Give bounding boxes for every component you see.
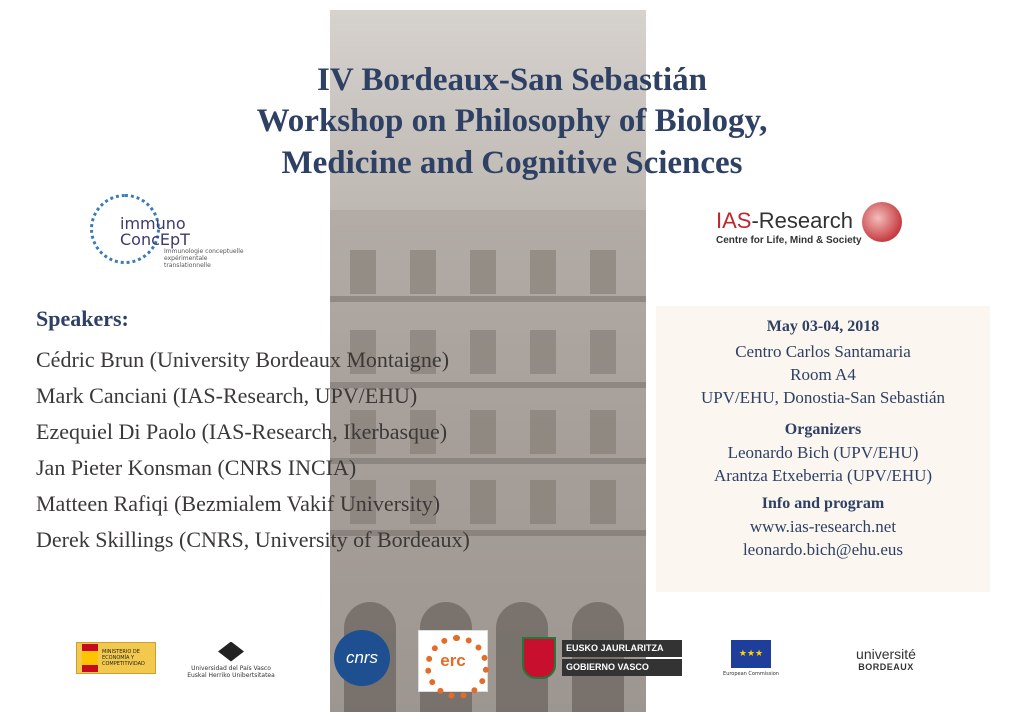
- upv-text: Universidad del País Vasco Euskal Herriko Unibertsitatea: [187, 664, 275, 679]
- poster-title: [0, 60, 1024, 184]
- ub-line-2: BORDEAUX: [858, 662, 914, 672]
- window: [590, 410, 616, 454]
- event-room: Room A4: [790, 365, 856, 384]
- event-place: UPV/EHU, Donostia-San Sebastián: [700, 388, 946, 407]
- ias-research-logo: [716, 208, 916, 258]
- speakers-heading: Speakers:: [36, 306, 129, 331]
- organizers-heading: Organizers: [784, 421, 862, 438]
- ias-logo-accent: IAS: [716, 208, 752, 233]
- window: [470, 480, 496, 524]
- immuno-logo-name: immuno ConcEpT: [120, 214, 190, 249]
- window: [470, 250, 496, 294]
- title-line-1: IV Bordeaux-San Sebastián: [317, 62, 707, 98]
- ias-blob-icon: [862, 202, 902, 242]
- speaker-item: Cédric Brun (University Bordeaux Montaigne): [36, 347, 450, 372]
- ub-line-1: université: [856, 646, 916, 662]
- speaker-item: Jan Pieter Konsman (CNRS INCIA): [36, 455, 357, 480]
- event-info-box: [656, 306, 990, 592]
- cnrs-logo: cnrs: [334, 630, 390, 686]
- email-link[interactable]: leonardo.bich@ehu.eus: [742, 540, 904, 559]
- eu-flag-icon: ★★★: [731, 640, 771, 668]
- erc-logo: [418, 630, 488, 692]
- window: [410, 250, 436, 294]
- sponsor-logos: [0, 622, 1024, 702]
- spain-flag-icon: [82, 644, 98, 672]
- title-line-2: Workshop on Philosophy of Biology,: [256, 103, 768, 140]
- window: [590, 250, 616, 294]
- info-heading: Info and program: [761, 495, 885, 512]
- website-link[interactable]: www.ias-research.net: [749, 517, 897, 536]
- event-venue: Centro Carlos Santamaria: [735, 342, 911, 361]
- organizer-item: Leonardo Bich (UPV/EHU): [727, 443, 919, 462]
- speakers-section: [36, 306, 470, 558]
- window: [350, 250, 376, 294]
- window: [590, 330, 616, 374]
- window: [530, 480, 556, 524]
- upv-tree-icon: [218, 642, 244, 662]
- upv-ehu-logo: [186, 638, 276, 682]
- speaker-item: Derek Skillings (CNRS, University of Bordeaux): [36, 527, 470, 552]
- erc-text: erc: [440, 651, 466, 670]
- immuno-logo-subtitle: Immunologie conceptuelle expérimentale translationnelle: [164, 248, 244, 269]
- ias-logo-subtitle: Centre for Life, Mind & Society: [716, 235, 862, 246]
- basque-shield-icon: [522, 637, 556, 679]
- ministerio-text: MINISTERIO DE ECONOMÍA Y COMPETITIVIDAD: [102, 649, 145, 667]
- eu-text: European Commission: [723, 670, 779, 677]
- window: [590, 480, 616, 524]
- european-commission-logo: [714, 630, 788, 686]
- title-line-3: Medicine and Cognitive Sciences: [281, 144, 743, 181]
- eusko-text: EUSKO JAURLARITZA: [562, 640, 682, 657]
- window: [530, 410, 556, 454]
- ias-logo-rest: -Research: [751, 208, 853, 233]
- balcony-rail: [330, 296, 646, 302]
- speaker-item: Mark Canciani (IAS-Research, UPV/EHU): [36, 383, 418, 408]
- event-date: May 03-04, 2018: [766, 318, 880, 335]
- ministerio-logo: [76, 642, 156, 674]
- eusko-jaurlaritza-logo: [522, 636, 682, 680]
- speaker-item: Ezequiel Di Paolo (IAS-Research, Ikerbasque): [36, 419, 448, 444]
- window: [530, 250, 556, 294]
- immunoconcept-logo: [90, 190, 244, 269]
- window: [470, 410, 496, 454]
- gobierno-text: GOBIERNO VASCO: [562, 659, 682, 676]
- window: [470, 330, 496, 374]
- organizer-item: Arantza Etxeberria (UPV/EHU): [713, 466, 933, 485]
- speaker-item: Matteen Rafiqi (Bezmialem Vakif University): [36, 491, 441, 516]
- universite-bordeaux-logo: [838, 642, 934, 676]
- window: [530, 330, 556, 374]
